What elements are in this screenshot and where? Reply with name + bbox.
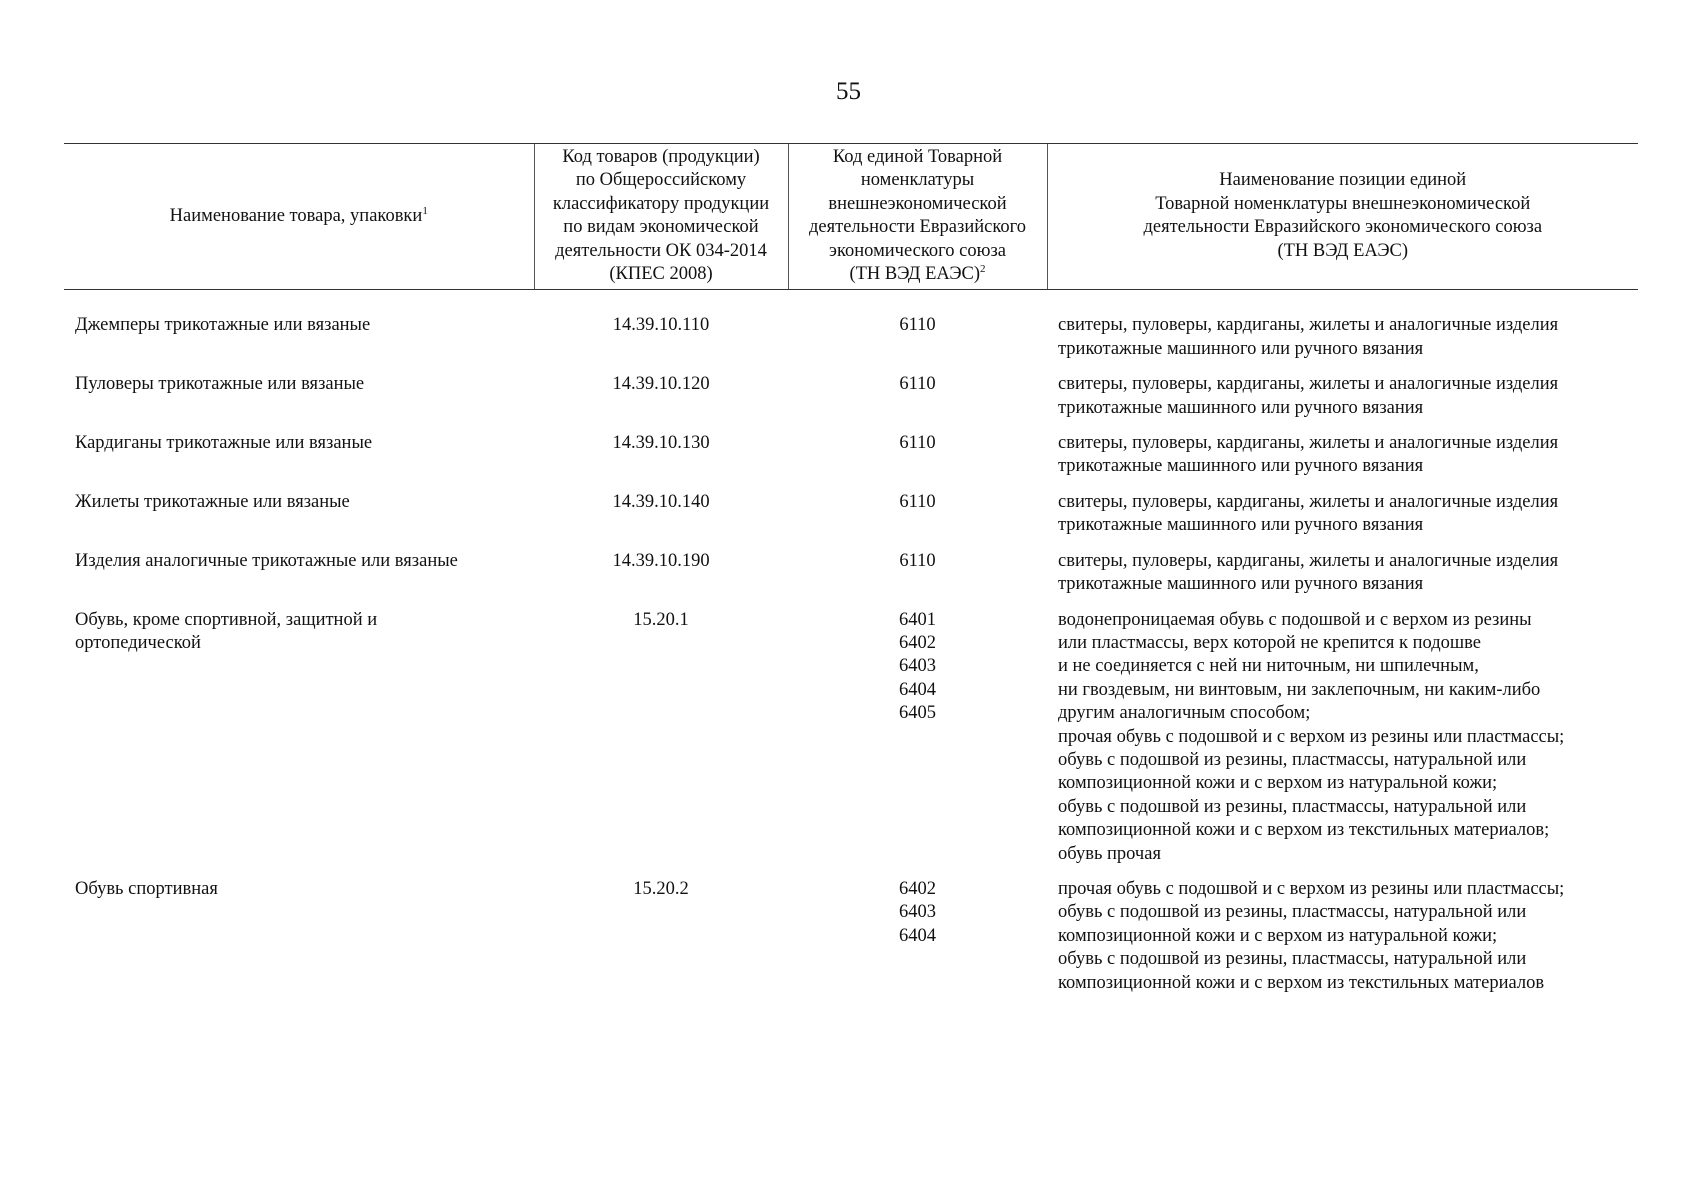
header-okpd-code: Код товаров (продукции) по Общероссийскому классификатору продукции по видам экономической деятельности ОК 034-2014 (КПЕС 2008) <box>534 144 788 290</box>
header-goods-name: Наименование товара, упаковки$^1$ <box>64 144 534 290</box>
tnved-code-cell-line: 6401 <box>899 609 936 630</box>
tnved-position-cell-line: обувь с подошвой из резины, пластмассы, натуральной или <box>1058 796 1527 817</box>
header-tnved-code: Код единой Товарной номенклатуры внешнеэкономической деятельности Евразийского экономического союза (ТН ВЭД ЕАЭС)$^2$ <box>788 144 1047 290</box>
tnved-position-cell-line: свитеры, пуловеры, кардиганы, жилеты и аналогичные изделия <box>1058 374 1559 395</box>
goods-name-cell <box>64 491 534 550</box>
goods-table <box>64 143 1638 1007</box>
table-row <box>64 290 1638 373</box>
tnved-position-cell <box>1047 373 1638 432</box>
table-row <box>64 432 1638 491</box>
table-row <box>64 550 1638 609</box>
tnved-position-cell <box>1047 878 1638 1007</box>
tnved-position-cell-line: трикотажные машинного или ручного вязания <box>1058 456 1424 477</box>
okpd-code-cell: 14.39.10.120 <box>612 374 710 395</box>
goods-name-cell-line: Джемперы трикотажные или вязаные <box>75 315 371 336</box>
tnved-code-cell-line: 6110 <box>899 550 936 571</box>
tnved-code-cell <box>788 432 1047 491</box>
goods-name-cell <box>64 432 534 491</box>
okpd-code-cell: 15.20.1 <box>633 609 689 630</box>
tnved-position-cell-line: свитеры, пуловеры, кардиганы, жилеты и аналогичные изделия <box>1058 315 1559 336</box>
table-header <box>64 144 1638 290</box>
tnved-code-cell-line: 6110 <box>899 315 936 336</box>
table-body <box>64 290 1638 1007</box>
tnved-position-cell <box>1047 609 1638 878</box>
tnved-position-cell-line: композиционной кожи и с верхом из натуральной кожи; <box>1058 773 1498 794</box>
tnved-code-cell-line: 6403 <box>899 902 936 923</box>
tnved-position-cell-line: обувь прочая <box>1058 843 1161 864</box>
header-tnved-position-name: Наименование позиции единой Товарной номенклатуры внешнеэкономической деятельности Евразийского экономического союза (ТН ВЭД ЕАЭС) <box>1047 144 1638 290</box>
tnved-position-cell-line: трикотажные машинного или ручного вязания <box>1058 574 1424 595</box>
tnved-position-cell <box>1047 491 1638 550</box>
table-row <box>64 609 1638 878</box>
tnved-position-cell-line: композиционной кожи и с верхом из текстильных материалов <box>1058 972 1545 993</box>
tnved-position-cell-line: свитеры, пуловеры, кардиганы, жилеты и аналогичные изделия <box>1058 491 1559 512</box>
tnved-code-cell <box>788 609 1047 878</box>
table-row <box>64 373 1638 432</box>
tnved-position-cell-line: свитеры, пуловеры, кардиганы, жилеты и аналогичные изделия <box>1058 433 1559 454</box>
tnved-position-cell-line: обувь с подошвой из резины, пластмассы, натуральной или <box>1058 949 1527 970</box>
goods-name-cell-line: Обувь, кроме спортивной, защитной и <box>75 609 378 630</box>
tnved-position-cell-line: прочая обувь с подошвой и с верхом из резины или пластмассы; <box>1058 726 1565 747</box>
page-number: 55 <box>836 78 861 105</box>
tnved-code-cell <box>788 550 1047 609</box>
tnved-position-cell-line: прочая обувь с подошвой и с верхом из резины или пластмассы; <box>1058 878 1565 899</box>
tnved-position-cell-line: композиционной кожи и с верхом из натуральной кожи; <box>1058 925 1498 946</box>
tnved-code-cell-line: 6402 <box>899 632 936 653</box>
tnved-position-cell <box>1047 290 1638 373</box>
table-row <box>64 491 1638 550</box>
okpd-code-cell: 14.39.10.130 <box>612 433 710 454</box>
goods-name-cell <box>64 290 534 373</box>
tnved-code-cell-line: 6405 <box>899 703 936 724</box>
tnved-code-cell-line: 6110 <box>899 374 936 395</box>
tnved-position-cell-line: обувь с подошвой из резины, пластмассы, натуральной или <box>1058 902 1527 923</box>
tnved-position-cell-line: трикотажные машинного или ручного вязания <box>1058 515 1424 536</box>
tnved-position-cell-line: трикотажные машинного или ручного вязания <box>1058 338 1424 359</box>
tnved-code-cell-line: 6110 <box>899 491 936 512</box>
tnved-position-cell-line: обувь с подошвой из резины, пластмассы, натуральной или <box>1058 749 1527 770</box>
tnved-code-cell-line: 6404 <box>899 925 936 946</box>
goods-name-cell-line: Жилеты трикотажные или вязаные <box>75 491 350 512</box>
tnved-position-cell-line: водонепроницаемая обувь с подошвой и с верхом из резины <box>1058 609 1532 630</box>
tnved-code-cell-line: 6404 <box>899 679 936 700</box>
tnved-position-cell-line: трикотажные машинного или ручного вязания <box>1058 397 1424 418</box>
tnved-code-cell-line: 6402 <box>899 878 936 899</box>
goods-name-cell <box>64 373 534 432</box>
okpd-code-cell: 14.39.10.190 <box>612 550 710 571</box>
tnved-code-cell <box>788 878 1047 1007</box>
tnved-code-cell-line: 6403 <box>899 656 936 677</box>
tnved-code-cell-line: 6110 <box>899 433 936 454</box>
table-row <box>64 878 1638 1007</box>
okpd-code-cell: 14.39.10.140 <box>612 491 710 512</box>
tnved-position-cell-line: и не соединяется с ней ни ниточным, ни шпилечным, <box>1058 656 1479 677</box>
tnved-position-cell-line: композиционной кожи и с верхом из текстильных материалов; <box>1058 820 1550 841</box>
goods-name-cell-line: ортопедической <box>75 632 201 653</box>
goods-name-cell-line: Кардиганы трикотажные или вязаные <box>75 433 373 454</box>
tnved-position-cell <box>1047 432 1638 491</box>
goods-name-cell-line: Обувь спортивная <box>75 878 218 899</box>
goods-name-cell-line: Изделия аналогичные трикотажные или вязаные <box>75 550 458 571</box>
okpd-code-cell: 15.20.2 <box>633 878 689 899</box>
tnved-position-cell-line: ни гвоздевым, ни винтовым, ни заклепочным, ни каким-либо <box>1058 679 1541 700</box>
tnved-position-cell-line: другим аналогичным способом; <box>1058 703 1311 724</box>
goods-name-cell <box>64 609 534 878</box>
goods-name-cell <box>64 550 534 609</box>
tnved-position-cell-line: свитеры, пуловеры, кардиганы, жилеты и аналогичные изделия <box>1058 550 1559 571</box>
tnved-position-cell-line: или пластмассы, верх которой не крепится к подошве <box>1058 632 1481 653</box>
tnved-code-cell <box>788 373 1047 432</box>
okpd-code-cell: 14.39.10.110 <box>612 315 710 336</box>
tnved-code-cell <box>788 290 1047 373</box>
tnved-position-cell <box>1047 550 1638 609</box>
goods-name-cell <box>64 878 534 1007</box>
tnved-code-cell <box>788 491 1047 550</box>
goods-name-cell-line: Пуловеры трикотажные или вязаные <box>75 374 365 395</box>
